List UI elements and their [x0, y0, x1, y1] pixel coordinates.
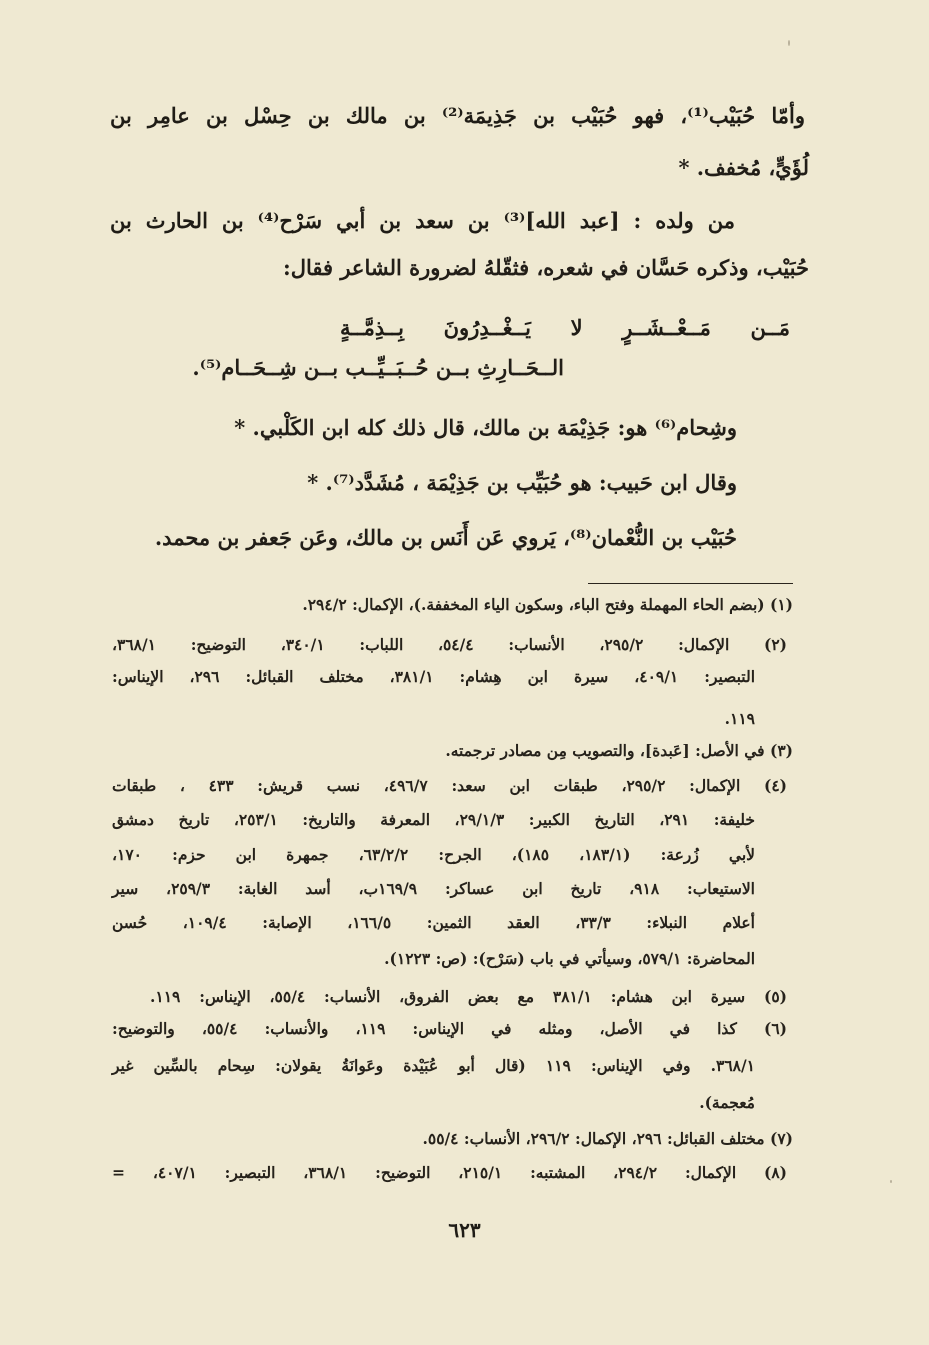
- footnote-4-line-6: المحاضرة: ٥٧٩/١، وسيأتي في باب (سَرْح): (ص: ١٢٢٣).: [384, 949, 755, 968]
- main-line-4: حُبَيْب، وذكره حَسَّان في شعره، فثقّلهُ لضرورة الشاعر فقال:: [282, 255, 809, 280]
- footnote-2-line-2: التبصير: ٤٠٩/١، سيرة ابن هِشام: ٣٨١/١، مختلف القبائل: ٢٩٦، الإيناس:: [112, 667, 755, 686]
- main-line-6: وقال ابن حَبيب: هو حُبَيِّب بن جَذِيْمَة ، مُشَدَّد⁽⁷⁾. *: [307, 470, 737, 495]
- verse-line-2: الــحَــارِثِ بــن حُــبَــيِّــب بــن شِــحَــام⁽⁵⁾.: [192, 355, 564, 380]
- footnote-4-line-3: لأبي زُرعة: (١٨٣/١، ١٨٥)، الجرح: ٦٣/٢/٢، جمهرة ابن حزم: ١٧٠،: [112, 845, 756, 864]
- footnote-1: (١) (بضم الحاء المهملة وفتح الباء، وسكون الياء المخففة.)، الإكمال: ٢٩٤/٢.: [302, 595, 793, 614]
- footnote-6-line-2: ٣٦٨/١. وفي الإيناس: ١١٩ (قال أبو عُبَيْدة وعَوانَةُ يقولان: سِحام بالسِّين غير: [112, 1056, 755, 1075]
- footnote-2-line-1: (٢) الإكمال: ٢٩٥/٢، الأنساب: ٥٤/٤، اللباب: ٣٤٠/١، التوضيح: ٣٦٨/١،: [112, 635, 787, 654]
- footnote-separator: [588, 583, 793, 584]
- footnote-8: (٨) الإكمال: ٢٩٤/٢، المشتبه: ٢١٥/١، التوضيح: ٣٦٨/١، التبصير: ٤٠٧/١، =: [112, 1163, 787, 1182]
- scan-speck: [890, 1180, 892, 1183]
- main-line-5: وشِحام⁽⁶⁾ هو: جَذِيْمَة بن مالك، قال ذلك كله ابن الكَلْبي. *: [234, 415, 737, 440]
- main-line-7: حُبَيْب بن النُّعْمان⁽⁸⁾، يَروي عَن أَنَس بن مالك، وعَن جَعفر بن محمد.: [154, 525, 737, 550]
- main-line-3: من ولده : [عبد الله]⁽³⁾ بن سعد بن أبي سَرْح⁽⁴⁾ بن الحارث بن: [110, 208, 735, 233]
- scan-speck: [788, 40, 790, 46]
- footnote-4-line-4: الاستيعاب: ٩١٨، تاريخ ابن عساكر: ١٦٩/٩ب، أسد الغابة: ٢٥٩/٣، سير: [112, 879, 755, 898]
- footnote-6-line-3: مُعجمة).: [699, 1093, 755, 1112]
- page-number: ٦٢٣: [448, 1218, 481, 1242]
- footnote-5: (٥) سيرة ابن هشام: ٣٨١/١ مع بعض الفروق، الأنساب: ٥٥/٤، الإيناس: ١١٩.: [150, 987, 787, 1006]
- main-line-2: لُؤَيٍّ، مُخفف. *: [678, 155, 809, 180]
- footnote-2-line-3: ١١٩.: [724, 709, 755, 728]
- footnote-6-line-1: (٦) كذا في الأصل، ومثله في الإيناس: ١١٩، والأنساب: ٥٥/٤، والتوضيح:: [112, 1019, 787, 1038]
- footnote-7: (٧) مختلف القبائل: ٢٩٦، الإكمال: ٢٩٦/٢، الأنساب: ٥٥/٤.: [422, 1129, 793, 1148]
- verse-line-1: مَــن مَــعْــشَــرٍ لا يَــغْــدِرُونَ بِــذِمَّــةٍ: [340, 315, 790, 340]
- footnote-4-line-1: (٤) الإكمال: ٢٩٥/٢، طبقات ابن سعد: ٤٩٦/٧، نسب قريش: ٤٣٣ ، طبقات: [112, 776, 788, 795]
- footnote-4-line-5: أعلام النبلاء: ٣٣/٣، العقد الثمين: ١٦٦/٥، الإصابة: ١٠٩/٤، حُسن: [112, 913, 755, 932]
- footnote-4-line-2: خليفة: ٢٩١، التاريخ الكبير: ٢٩/١/٣، المعرفة والتاريخ: ٢٥٣/١، تاريخ دمشق: [112, 810, 755, 829]
- footnote-3: (٣) في الأصل: [عَبدة]، والتصويب مِن مصادر ترجمته.: [445, 741, 793, 760]
- main-line-1: وأمّا حُبَيْب⁽¹⁾، فهو حُبَيْب بن جَذِيمَة⁽²⁾ بن مالك بن حِسْل بن عامِر بن: [110, 103, 805, 128]
